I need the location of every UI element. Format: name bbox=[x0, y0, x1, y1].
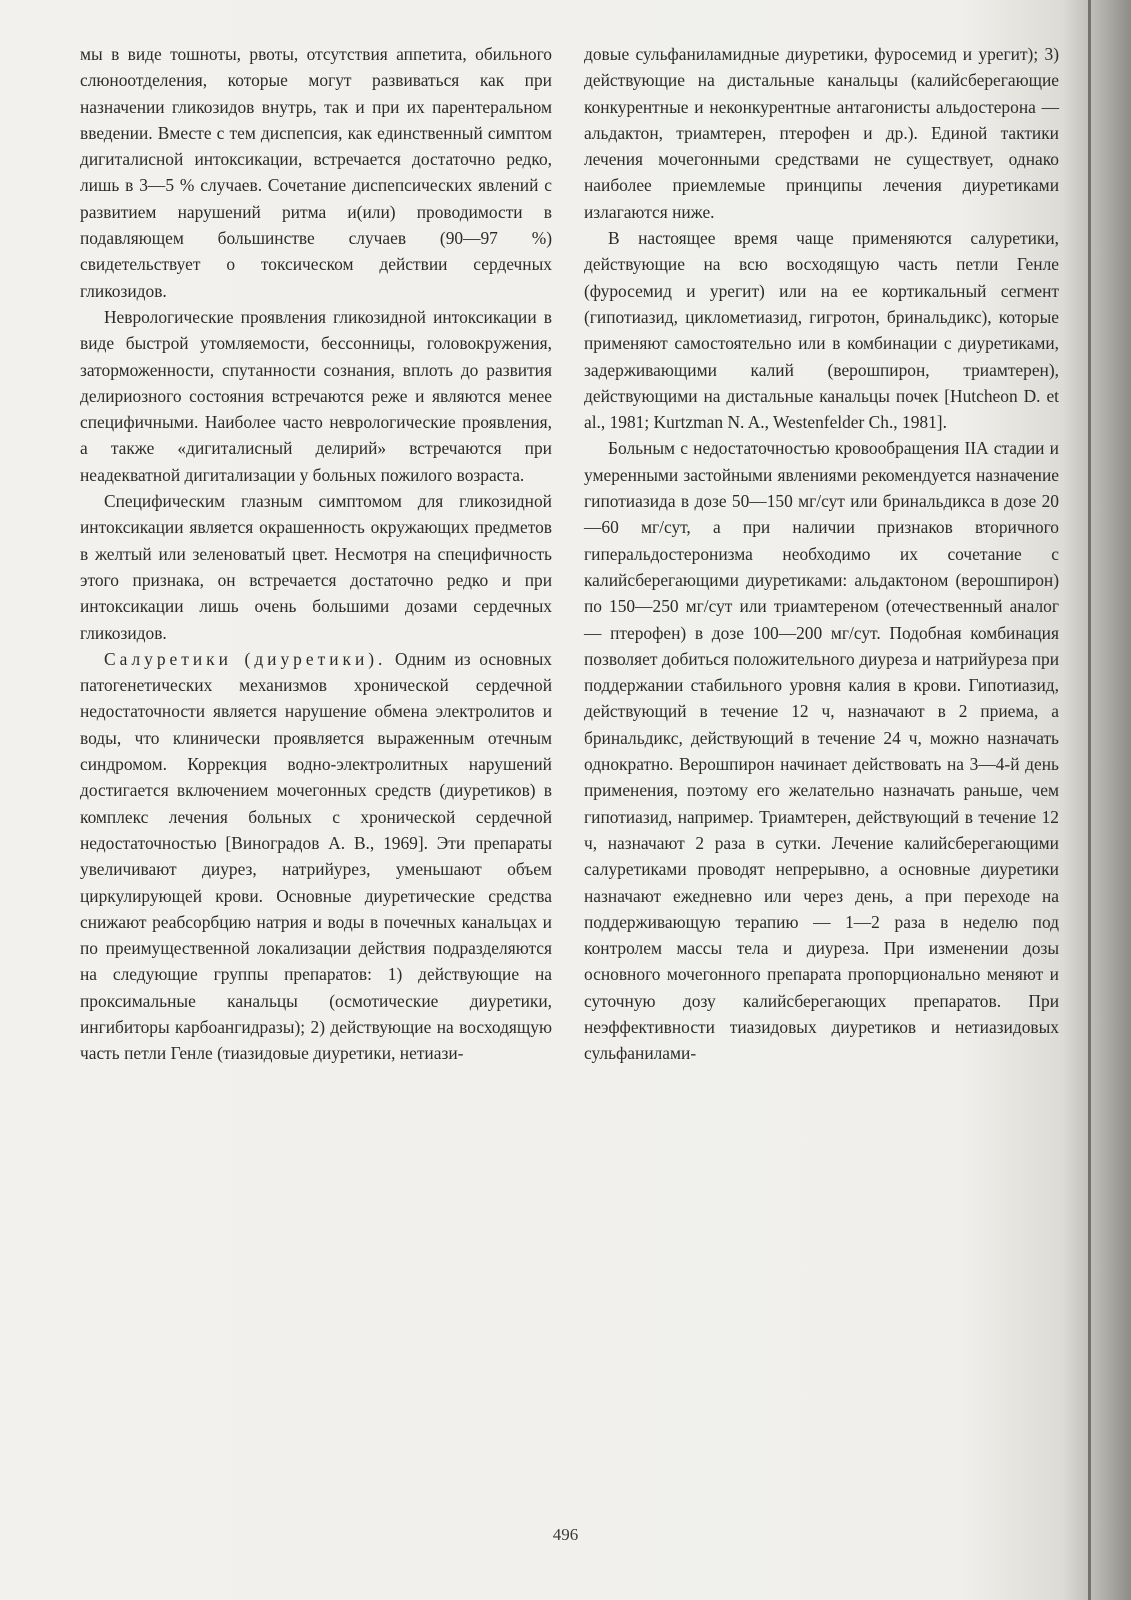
page-number: 496 bbox=[552, 1525, 579, 1544]
left-column bbox=[80, 41, 552, 1067]
section-heading: Салуретики (диуретики). bbox=[104, 648, 387, 669]
paragraph: довые сульфаниламидные диуретики, фуросемид и урегит); 3) действующие на дистальные канальцы (калийсберегающие конкурентные и неконкурентные антагонисты альдостерона — альдактон, триамтерен, птерофен и др.). Единой тактики лечения мочегонными средствами не существует, однако наиболее приемлемые принципы лечения диуретиками излагаются ниже. bbox=[584, 44, 1059, 222]
paragraph-text: Одним из основных патогенетических механизмов хронической сердечной недостаточности является нарушение обмена электролитов и воды, что клинически проявляется выраженным отечным синдромом. Коррекция водно-электролитных нарушений достигается включением мочегонных средств (диуретиков) в комплекс лечения больных с хронической сердечной недостаточностью [Виноградов А. В., 1969]. Эти препараты увеличивают диурез, натрийурез, уменьшают объем циркулирующей крови. Основные диуретические средства снижают реабсорбцию натрия и воды в почечных канальцах и по преимущественной локализации действия подразделяются на следующие группы препаратов: 1) действующие на проксимальные канальцы (осмотические диуретики, ингибиторы карбоангидразы); 2) действующие на восходящую часть петли Генле (тиазидовые диуретики, нетиази- bbox=[80, 648, 552, 1064]
paragraph: мы в виде тошноты, рвоты, отсутствия аппетита, обильного слюноотделения, которые могут развиваться как при назначении гликозидов внутрь, так и при их парентеральном введении. Вместе с тем диспепсия, как единственный симптом дигиталисной интоксикации, встречается достаточно редко, лишь в 3—5 % случаев. Сочетание диспепсических явлений с развитием нарушений ритма и(или) проводимости в подавляющем большинстве случаев (90—97 %) свидетельствует о токсическом действии сердечных гликозидов. bbox=[80, 44, 552, 301]
paragraph: Специфическим глазным симптомом для гликозидной интоксикации является окрашенность окружающих предметов в желтый или зеленоватый цвет. Несмотря на специфичность этого признака, он встречается достаточно редко и при интоксикации лишь очень большими дозами сердечных гликозидов. bbox=[80, 491, 552, 643]
page-edge-shadow bbox=[1088, 0, 1091, 1600]
paragraph: Неврологические проявления гликозидной интоксикации в виде быстрой утомляемости, бессонницы, головокружения, заторможенности, спутанности сознания, вплоть до развития делириозного состояния встречаются реже и являются менее специфичными. Наиболее часто неврологические проявления, а также «дигиталисный делирий» встречаются при неадекватной дигитализации у больных пожилого возраста. bbox=[80, 306, 552, 485]
paragraph bbox=[80, 646, 552, 1067]
paragraph: Больным с недостаточностью кровообращения IIА стадии и умеренными застойными явлениями рекомендуется назначение гипотиазида в дозе 50—150 мг/сут или бринальдикса в дозе 20—60 мг/сут, а при наличии признаков вторичного гиперальдостеронизма необходимо их сочетание с калийсберегающими диуретиками: альдактоном (верошпирон) по 150—250 мг/сут или триамтереном (отечественный аналог — птерофен) в дозе 100—200 мг/сут. Подобная комбинация позволяет добиться положительного диуреза и натрийуреза при поддержании стабильного уровня калия в крови. Гипотиазид, действующий в течение 12 ч, назначают в 2 приема, а бринальдикс, действующий в течение 24 ч, можно назначать однократно. Верошпирон начинает действовать на 3—4-й день применения, поэтому его желательно назначать раньше, чем гипотиазид, например. Триамтерен, действующий в течение 12 ч, назначают 2 раза в сутки. Лечение калийсберегающими салуретиками проводят непрерывно, а основные диуретики назначают ежедневно или через день, а при переходе на поддерживающую терапию — 1—2 раза в неделю под контролем массы тела и диуреза. При изменении дозы основного мочегонного препарата пропорционально меняют и суточную дозу калийсберегающих препаратов. При неэффективности тиазидовых диуретиков и нетиазидовых сульфанилами- bbox=[584, 438, 1059, 1064]
right-column bbox=[584, 41, 1059, 1067]
paragraph: В настоящее время чаще применяются салуретики, действующие на всю восходящую часть петли Генле (фуросемид и урегит) или на ее кортикальный сегмент (гипотиазид, циклометиазид, гигротон, бринальдикс), которые применяют самостоятельно или в комбинации с диуретиками, задерживающими калий (верошпирон, триамтерен), действующими на дистальные канальцы почек [Hutcheon D. et al., 1981; Kurtzman N. A., Westenfelder Ch., 1981]. bbox=[584, 228, 1059, 433]
